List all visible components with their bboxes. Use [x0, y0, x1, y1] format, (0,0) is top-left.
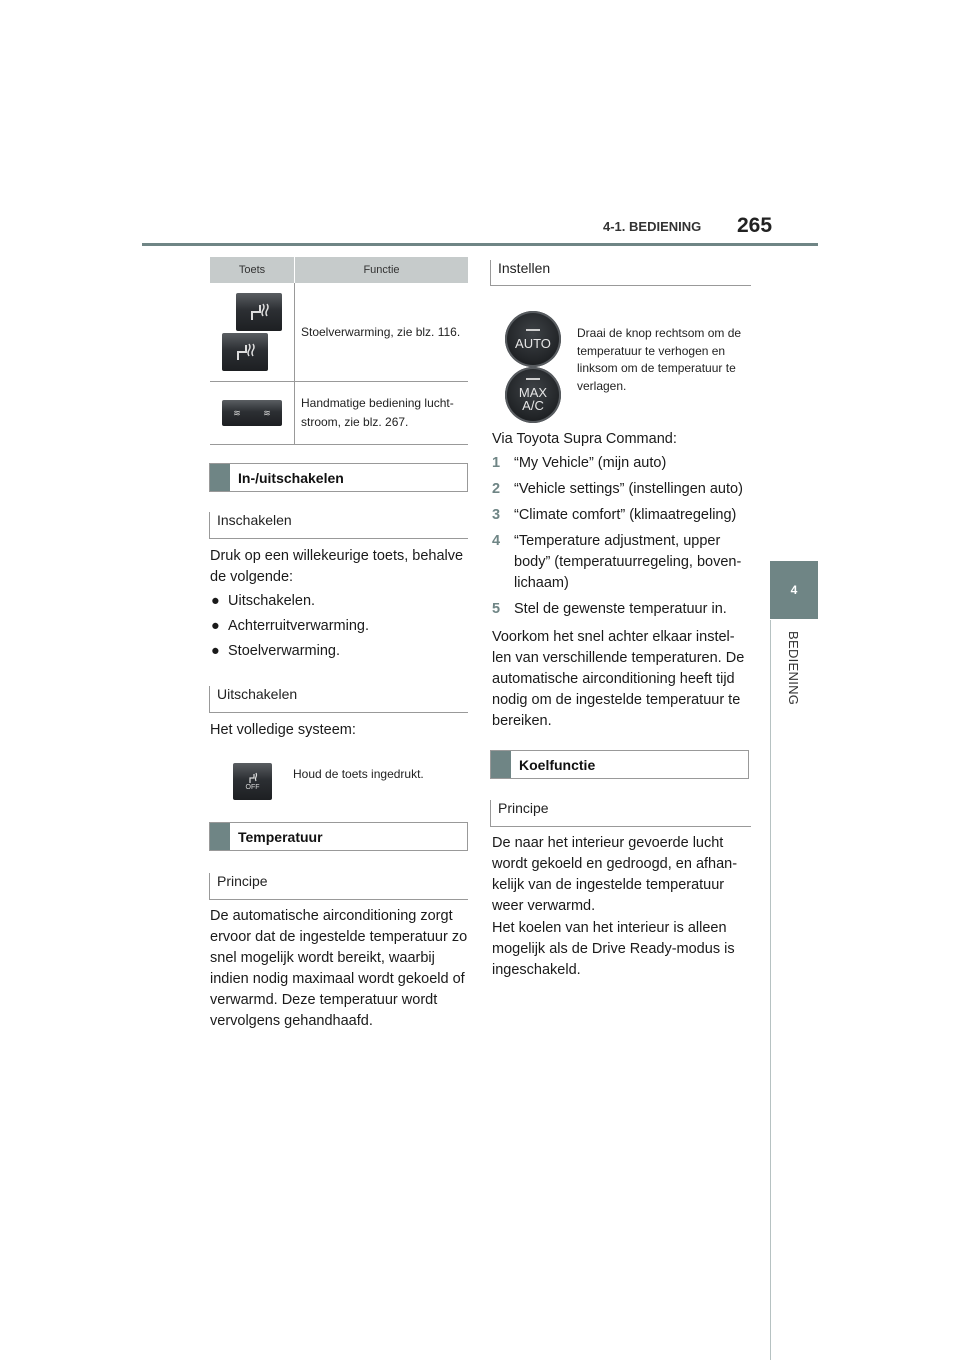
- max-ac-knob-label: MAX: [518, 385, 548, 400]
- auto-knob-icon: [505, 311, 561, 367]
- off-note: Houd de toets ingedrukt.: [293, 767, 424, 781]
- table-header-function: Functie: [363, 264, 400, 276]
- exception-list: [211, 591, 469, 662]
- max-ac-knob-label-2: A/C: [522, 398, 544, 413]
- step-text: “Temperature adjustment, upper body” (temperatuurregeling, boven-lichaam): [514, 533, 742, 591]
- step-number: 4: [492, 533, 501, 549]
- list-item: [492, 531, 750, 594]
- list-item: ● Achterruitverwarming.: [211, 616, 469, 637]
- cooling-text-1: De naar het interieur gevoerde lucht wordt gekoeld en gedroogd, en afhan-kelijk van de ingestelde temperatuur weer verwarmd.: [492, 835, 738, 914]
- subheading-set: Instellen: [490, 260, 751, 286]
- chapter-number: 4: [790, 583, 798, 597]
- knob-indicator: [526, 329, 540, 331]
- subheading-on: Inschakelen: [209, 512, 468, 539]
- subheading-principle: Principe: [209, 873, 468, 900]
- list-item: [492, 599, 750, 620]
- step-text: “Climate comfort” (klimaatregeling): [514, 507, 737, 523]
- seat-heating-icon: [236, 293, 282, 331]
- warning-text: Voorkom het snel achter elkaar instel-len van verschillende temperaturen. De automatische airconditioning heeft tijd nodig om de ingestelde temperatuur te bereiken.: [492, 629, 745, 729]
- max-ac-knob-icon: [505, 367, 561, 423]
- seat-heating-rear-icon: [222, 333, 268, 371]
- section-marker: [210, 464, 230, 491]
- section-bar-temperature: [209, 822, 468, 851]
- page-number: 265: [737, 214, 773, 237]
- off-button-icon: [233, 763, 272, 800]
- step-text: “My Vehicle” (mijn auto): [514, 455, 667, 471]
- knob-indicator: [526, 378, 540, 380]
- chapter-label: BEDIENING: [786, 631, 801, 706]
- step-number: 1: [492, 455, 501, 471]
- chapter-tab: [770, 561, 818, 619]
- section-title: 4-1. BEDIENING: [603, 219, 702, 234]
- list-item-text: Stoelverwarming.: [228, 643, 341, 659]
- table-row: [210, 382, 468, 445]
- list-item: [492, 479, 750, 500]
- off-button-label: OFF: [245, 784, 260, 791]
- list-item: ● Uitschakelen.: [211, 591, 469, 612]
- step-number: 5: [492, 601, 501, 617]
- step-number: 2: [492, 481, 501, 497]
- temperature-text: De automatische airconditioning zorgt ervoor dat de ingestelde temperatuur zo snel mogelijk wordt bereikt, waarbij indien nodig maximaal wordt gekoeld of verwarmd. Deze temperatuur wordt vervolgens gehandhaafd.: [210, 908, 468, 1029]
- via-command: Via Toyota Supra Command:: [492, 431, 677, 447]
- list-item-text: Achterruitverwarming.: [228, 618, 370, 634]
- table-header-key: Toets: [210, 257, 295, 283]
- section-title-cooling: Koelfunctie: [519, 756, 596, 773]
- section-title-on-off: In-/uitschakelen: [238, 469, 344, 486]
- on-intro: Druk op een willekeurige toets, behalve de volgende:: [210, 548, 464, 585]
- step-number: 3: [492, 507, 501, 523]
- knob-text: Draai de knop rechtsom om de temperatuur te verhogen en linksom om de temperatuur te verlagen.: [577, 326, 742, 393]
- list-item-text: Uitschakelen.: [228, 593, 316, 609]
- cooling-text-2: Het koelen van het interieur is alleen mogelijk als de Drive Ready-modus is ingeschakeld.: [492, 920, 735, 978]
- section-bar-cooling: [490, 750, 749, 779]
- auto-knob-label: AUTO: [515, 335, 551, 351]
- off-intro: Het volledige systeem:: [210, 722, 356, 738]
- header-divider: [142, 243, 818, 246]
- list-item: ● Stoelverwarming.: [211, 641, 469, 662]
- section-marker: [491, 751, 511, 778]
- airflow-icon: ≋ ≋: [222, 400, 282, 426]
- table-row: [210, 283, 468, 382]
- step-text: “Vehicle settings” (instellingen auto): [514, 481, 743, 497]
- key-function-table: [210, 257, 468, 445]
- seat-heating-buttons: [210, 283, 295, 381]
- section-marker: [210, 823, 230, 850]
- section-bar-on-off: [209, 463, 468, 492]
- airflow-buttons: [210, 382, 295, 444]
- step-text: Stel de gewenste temperatuur in.: [514, 601, 727, 617]
- chapter-tab-rule: [770, 620, 818, 1360]
- list-item: [492, 453, 750, 474]
- table-cell-text: Handmatige bediening lucht-stroom, zie blz. 267.: [301, 396, 454, 429]
- subheading-principle: Principe: [490, 800, 751, 827]
- table-header: [210, 257, 468, 283]
- subheading-off: Uitschakelen: [209, 686, 468, 713]
- list-item: [492, 505, 750, 526]
- table-cell-text: Stoelverwarming, zie blz. 116.: [301, 324, 461, 339]
- section-title-temperature: Temperatuur: [238, 828, 323, 845]
- steps-list: [492, 453, 750, 620]
